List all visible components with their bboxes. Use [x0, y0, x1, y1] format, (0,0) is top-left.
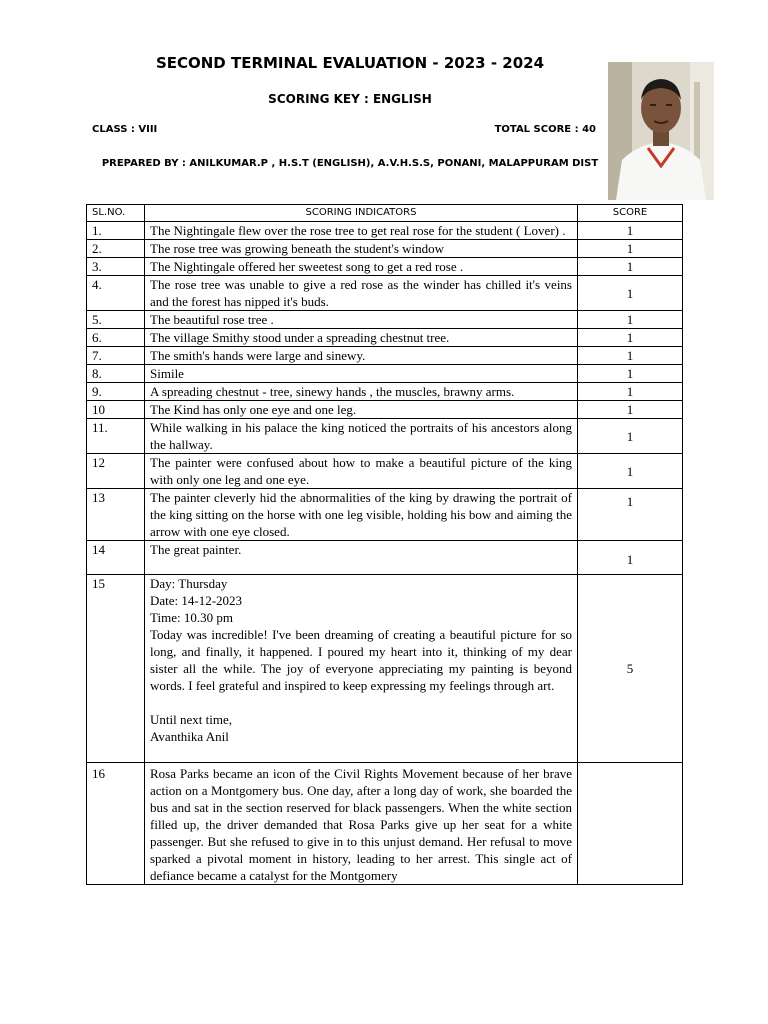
header-sl-no: SL.NO.: [87, 205, 145, 222]
row-sl-no: 8.: [87, 365, 145, 383]
diary-day: Day: Thursday: [150, 576, 228, 591]
author-photo: [608, 62, 714, 200]
header-score: SCORE: [578, 205, 683, 222]
row-indicator: While walking in his palace the king noticed the portraits of his ancestors along the hallway.: [145, 419, 578, 454]
row-indicator: The Kind has only one eye and one leg.: [145, 401, 578, 419]
table-row: [87, 419, 683, 454]
diary-spacer: [150, 694, 572, 711]
diary-body: Today was incredible! I've been dreaming of creating a beautiful picture for so long, and finally, it happened. I poured my heart into it, thinking of my dear sister all the while. The joy of everyone appreciating my painting is beyond words. I feel grateful and inspired to keep expressing my feelings through art.: [150, 627, 572, 693]
row-score: 5: [578, 575, 683, 763]
row-indicator: The Nightingale offered her sweetest song to get a red rose .: [145, 258, 578, 276]
row-sl-no: 10: [87, 401, 145, 419]
row-score: 1: [578, 365, 683, 383]
table-row-essay: [87, 763, 683, 885]
table-row: [87, 489, 683, 541]
page-title: SECOND TERMINAL EVALUATION - 2023 - 2024: [155, 54, 545, 72]
diary-date: Date: 14-12-2023: [150, 593, 243, 608]
scoring-table: [86, 204, 683, 885]
table-row-diary: [87, 575, 683, 763]
row-sl-no: 14: [87, 541, 145, 575]
row-sl-no: 2.: [87, 240, 145, 258]
row-score: 1: [578, 383, 683, 401]
row-indicator: The rose tree was growing beneath the student's window: [145, 240, 578, 258]
diary-time: Time: 10.30 pm: [150, 610, 233, 625]
row-indicator: The beautiful rose tree .: [145, 311, 578, 329]
row-score: 1: [578, 329, 683, 347]
row-sl-no: 12: [87, 454, 145, 489]
table-row: [87, 329, 683, 347]
row-score: 1: [578, 311, 683, 329]
diary-signature: Avanthika Anil: [150, 729, 229, 744]
table-row: [87, 276, 683, 311]
diary-closing: Until next time,: [150, 712, 232, 727]
row-indicator: The rose tree was unable to give a red rose as the winder has chilled it's veins and the forest has nipped it's buds.: [145, 276, 578, 311]
row-sl-no: 5.: [87, 311, 145, 329]
author-photo-image: [608, 62, 714, 200]
table-header-row: [87, 205, 683, 222]
row-indicator: The great painter.: [145, 541, 578, 575]
table-row: [87, 240, 683, 258]
table-row: [87, 311, 683, 329]
row-score: 1: [578, 419, 683, 454]
table-row: [87, 258, 683, 276]
row-sl-no: 3.: [87, 258, 145, 276]
table-row: [87, 365, 683, 383]
row-sl-no: 4.: [87, 276, 145, 311]
row-indicator: The painter cleverly hid the abnormalities of the king by drawing the portrait of the king sitting on the horse with one leg visible, holding his bow and aiming the arrow with one eye closed.: [145, 489, 578, 541]
table-row: [87, 383, 683, 401]
header-scoring-indicators: SCORING INDICATORS: [145, 205, 578, 222]
row-score: 1: [578, 454, 683, 489]
table-row: [87, 401, 683, 419]
row-score: 1: [578, 240, 683, 258]
row-sl-no: 9.: [87, 383, 145, 401]
row-sl-no: 16: [87, 763, 145, 885]
row-indicator: The village Smithy stood under a spreading chestnut tree.: [145, 329, 578, 347]
row-sl-no: 6.: [87, 329, 145, 347]
table-row: [87, 541, 683, 575]
row-indicator: The smith's hands were large and sinewy.: [145, 347, 578, 365]
table-row: [87, 347, 683, 365]
diary-spacer: [150, 745, 572, 762]
row-indicator: A spreading chestnut - tree, sinewy hands , the muscles, brawny arms.: [145, 383, 578, 401]
table-row: [87, 454, 683, 489]
row-score: 1: [578, 489, 683, 541]
page-subtitle: SCORING KEY : ENGLISH: [268, 92, 432, 106]
row-score: 1: [578, 222, 683, 240]
class-label: CLASS : VIII: [92, 124, 158, 135]
essay-text: Rosa Parks became an icon of the Civil Rights Movement because of her brave action on a Montgomery bus. One day, after a long day of work, she boarded the bus and sat in the section reserved for black passengers. When the white section filled up, the driver demanded that Rosa Parks give up her seat for a white passenger. But she refused to give in to this unjust demand. Her refusal to move sparked a pivotal moment in history, leading to her arrest. This single act of defiance became a catalyst for the Montgomery: [145, 763, 578, 885]
row-score: [578, 763, 683, 885]
row-score: 1: [578, 276, 683, 311]
row-indicator: The Nightingale flew over the rose tree to get real rose for the student ( Lover) .: [145, 222, 578, 240]
row-indicator: The painter were confused about how to make a beautiful picture of the king with only one leg and one eye.: [145, 454, 578, 489]
row-sl-no: 13: [87, 489, 145, 541]
row-sl-no: 7.: [87, 347, 145, 365]
prepared-by-label: PREPARED BY : ANILKUMAR.P , H.S.T (ENGLISH), A.V.H.S.S, PONANI, MALAPPURAM DIST: [101, 158, 599, 169]
row-score: 1: [578, 347, 683, 365]
row-score: 1: [578, 401, 683, 419]
row-sl-no: 11.: [87, 419, 145, 454]
row-sl-no: 1.: [87, 222, 145, 240]
row-sl-no: 15: [87, 575, 145, 763]
total-score-label: TOTAL SCORE : 40: [494, 124, 596, 135]
row-score: 1: [578, 258, 683, 276]
diary-entry: [145, 575, 578, 763]
row-indicator: Simile: [145, 365, 578, 383]
row-score: 1: [578, 541, 683, 575]
table-row: [87, 222, 683, 240]
